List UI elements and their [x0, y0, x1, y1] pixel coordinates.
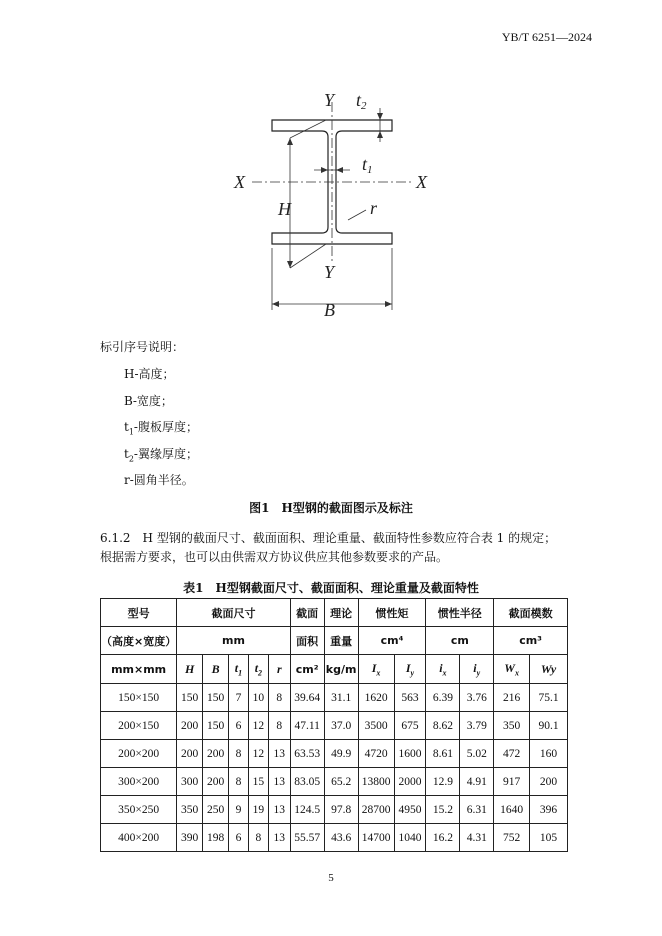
- header-weight-line2: 重量: [324, 627, 358, 655]
- label-y-bottom: Y: [324, 262, 335, 282]
- table-cell: 200×150: [101, 712, 177, 740]
- header-weight-unit: kg/m: [324, 655, 358, 684]
- table-cell: 31.1: [324, 684, 358, 712]
- header-area-unit: cm²: [290, 655, 324, 684]
- legend-title: 标引序号说明：: [100, 340, 185, 354]
- header-inertia: 惯性矩: [358, 599, 426, 627]
- standard-code-header: YB/T 6251—2024: [501, 30, 592, 44]
- header-radius-unit: cm: [426, 627, 494, 655]
- table-cell: 6.31: [460, 796, 494, 824]
- table-cell: 16.2: [426, 824, 460, 852]
- table-cell: 350: [177, 796, 203, 824]
- table-cell: 12.9: [426, 768, 460, 796]
- table-cell: 47.11: [290, 712, 324, 740]
- table-cell: 400×200: [101, 824, 177, 852]
- label-x-right: X: [416, 172, 427, 192]
- header-r: r: [268, 655, 290, 684]
- table-cell: 3.76: [460, 684, 494, 712]
- header-ix-radius: $i_x$: [426, 655, 460, 684]
- table-cell: 49.9: [324, 740, 358, 768]
- table-cell: 13: [268, 768, 290, 796]
- table-cell: 563: [394, 684, 426, 712]
- table-cell: 1040: [394, 824, 426, 852]
- label-t1: t1: [362, 154, 373, 176]
- table-cell: 10: [248, 684, 268, 712]
- table-cell: 390: [177, 824, 203, 852]
- table-cell: 300×200: [101, 768, 177, 796]
- table-cell: 9: [229, 796, 249, 824]
- header-dims: 截面尺寸: [177, 599, 291, 627]
- header-radius: 惯性半径: [426, 599, 494, 627]
- table-cell: 6: [229, 712, 249, 740]
- table-cell: 4.91: [460, 768, 494, 796]
- table-cell: 37.0: [324, 712, 358, 740]
- legend-item: B-宽度；: [124, 393, 173, 408]
- header-h: H: [177, 655, 203, 684]
- table-cell: 200: [177, 712, 203, 740]
- table-cell: 15.2: [426, 796, 460, 824]
- table-cell: 752: [494, 824, 530, 852]
- table-cell: 150×150: [101, 684, 177, 712]
- table-cell: 8: [268, 684, 290, 712]
- table-cell: 200: [530, 768, 568, 796]
- table-cell: 472: [494, 740, 530, 768]
- table-cell: 12: [248, 712, 268, 740]
- table-cell: 4720: [358, 740, 394, 768]
- table-cell: 105: [530, 824, 568, 852]
- header-t2: $t_2$: [248, 655, 268, 684]
- h-beam-spec-table: [100, 598, 568, 852]
- table-cell: 55.57: [290, 824, 324, 852]
- header-weight: 理论: [324, 599, 358, 627]
- table-cell: 4.31: [460, 824, 494, 852]
- table-cell: 6: [229, 824, 249, 852]
- table-cell: 4950: [394, 796, 426, 824]
- table-row: [101, 740, 568, 768]
- table-cell: 12: [248, 740, 268, 768]
- table-cell: 75.1: [530, 684, 568, 712]
- table-cell: 13: [268, 796, 290, 824]
- table-body: [101, 684, 568, 852]
- table-cell: 216: [494, 684, 530, 712]
- table-cell: 150: [177, 684, 203, 712]
- header-b: B: [203, 655, 229, 684]
- header-ix: $I_x$: [358, 655, 394, 684]
- header-model: 型号: [101, 599, 177, 627]
- table-cell: 200×200: [101, 740, 177, 768]
- clause-paragraph: 6.1.2 H 型钢的截面尺寸、截面面积、理论重量、截面特性参数应符合表 1 的规定；根据需方要求，也可以由供需双方协议供应其他参数要求的产品。: [100, 531, 557, 564]
- table-cell: 8.61: [426, 740, 460, 768]
- table-cell: 97.8: [324, 796, 358, 824]
- table-cell: 8: [248, 824, 268, 852]
- table-cell: 160: [530, 740, 568, 768]
- label-t2: t2: [356, 90, 367, 112]
- table-row: [101, 768, 568, 796]
- header-model-unit: mm×mm: [101, 655, 177, 684]
- header-model-line2: （高度×宽度）: [101, 627, 177, 655]
- header-dims-unit: mm: [177, 627, 291, 655]
- table-cell: 43.6: [324, 824, 358, 852]
- figure-caption: 图1 H型钢的截面图示及标注: [249, 501, 413, 515]
- header-area-line2: 面积: [290, 627, 324, 655]
- header-iy-radius: $i_y$: [460, 655, 494, 684]
- table-cell: 83.05: [290, 768, 324, 796]
- label-x-left: X: [234, 172, 245, 192]
- header-t1: $t_1$: [229, 655, 249, 684]
- legend-item: r-圆角半径。: [124, 473, 194, 487]
- table-cell: 39.64: [290, 684, 324, 712]
- table-cell: 15: [248, 768, 268, 796]
- table-cell: 28700: [358, 796, 394, 824]
- header-inertia-unit: cm⁴: [358, 627, 426, 655]
- table-cell: 13: [268, 740, 290, 768]
- legend-item: H-高度；: [124, 367, 175, 381]
- table-cell: 675: [394, 712, 426, 740]
- header-area: 截面: [290, 599, 324, 627]
- h-beam-section-figure: [220, 80, 440, 320]
- header-wy: Wy: [530, 655, 568, 684]
- table-cell: 917: [494, 768, 530, 796]
- table-cell: 200: [203, 768, 229, 796]
- table-cell: 250: [203, 796, 229, 824]
- header-wx: $W_x$: [494, 655, 530, 684]
- header-modulus-unit: cm³: [494, 627, 568, 655]
- table-cell: 350×250: [101, 796, 177, 824]
- page-number: 5: [328, 872, 334, 884]
- table-cell: 13800: [358, 768, 394, 796]
- table-cell: 1620: [358, 684, 394, 712]
- table-cell: 65.2: [324, 768, 358, 796]
- table-cell: 2000: [394, 768, 426, 796]
- table-cell: 396: [530, 796, 568, 824]
- table-cell: 1640: [494, 796, 530, 824]
- label-r: r: [370, 198, 378, 218]
- table-cell: 8: [229, 768, 249, 796]
- label-y-top: Y: [324, 90, 335, 110]
- legend-list: [124, 366, 198, 499]
- table-caption: 表1 H型钢截面尺寸、截面面积、理论重量及截面特性: [183, 581, 479, 595]
- table-row: [101, 824, 568, 852]
- table-row: [101, 796, 568, 824]
- table-row: [101, 684, 568, 712]
- table-cell: 7: [229, 684, 249, 712]
- table-cell: 14700: [358, 824, 394, 852]
- table-cell: 3.79: [460, 712, 494, 740]
- header-iy: $I_y$: [394, 655, 426, 684]
- legend-item: $t_1-$腹板厚度；: [124, 420, 198, 437]
- table-row: [101, 712, 568, 740]
- table-cell: 6.39: [426, 684, 460, 712]
- table-cell: 150: [203, 712, 229, 740]
- table-cell: 8: [229, 740, 249, 768]
- label-h: H: [278, 199, 291, 219]
- table-cell: 90.1: [530, 712, 568, 740]
- table-cell: 150: [203, 684, 229, 712]
- label-b: B: [324, 300, 335, 320]
- table-cell: 200: [203, 740, 229, 768]
- table-cell: 300: [177, 768, 203, 796]
- table-cell: 5.02: [460, 740, 494, 768]
- table-cell: 350: [494, 712, 530, 740]
- table-cell: 3500: [358, 712, 394, 740]
- table-cell: 8: [268, 712, 290, 740]
- table-cell: 8.62: [426, 712, 460, 740]
- table-cell: 13: [268, 824, 290, 852]
- table-cell: 200: [177, 740, 203, 768]
- header-modulus: 截面模数: [494, 599, 568, 627]
- table-cell: 124.5: [290, 796, 324, 824]
- table-cell: 19: [248, 796, 268, 824]
- table-cell: 1600: [394, 740, 426, 768]
- legend-item: $t_2-$翼缘厚度；: [124, 446, 198, 463]
- table-cell: 198: [203, 824, 229, 852]
- table-cell: 63.53: [290, 740, 324, 768]
